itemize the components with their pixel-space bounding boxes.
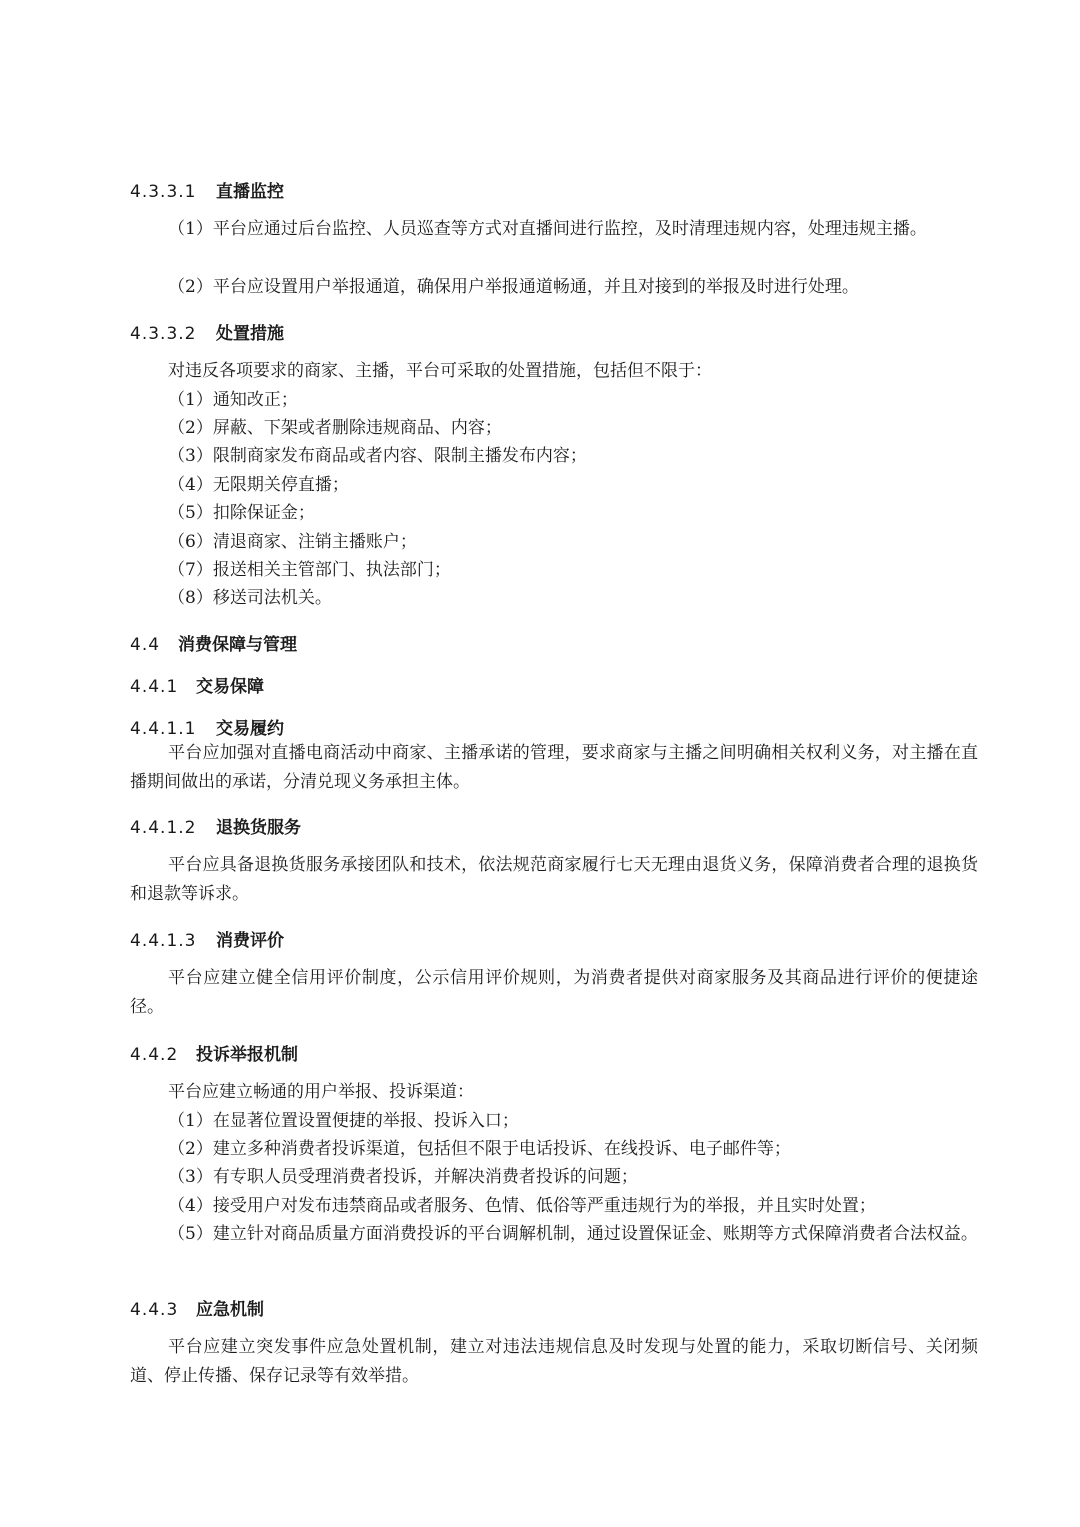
section-title: 消费评价 <box>216 931 284 951</box>
section-heading-4-4-1-2 <box>130 813 301 838</box>
section-title: 交易保障 <box>196 677 264 697</box>
list-item: （8）移送司法机关。 <box>168 588 332 608</box>
list-item: （4）无限期关停直播； <box>168 475 349 495</box>
section-title: 处置措施 <box>216 324 284 344</box>
section-number: 4.4 <box>130 635 161 655</box>
list-item: （5）扣除保证金； <box>168 503 315 523</box>
section-title: 投诉举报机制 <box>196 1045 298 1065</box>
paragraph-fulfillment: 平台应加强对直播电商活动中商家、主播承诺的管理，要求商家与主播之间明确相关权利义务，对主播在直播期间做出的承诺，分清兑现义务承担主体。 <box>130 743 978 792</box>
list-item: （3）有专职人员受理消费者投诉，并解决消费者投诉的问题； <box>168 1167 638 1187</box>
section-heading-4-3-3-1 <box>130 177 284 202</box>
section-heading-4-4-1-3 <box>130 926 284 951</box>
section-heading-4-4-1 <box>130 672 264 697</box>
section-number: 4.3.3.1 <box>130 182 197 202</box>
section-heading-4-3-3-2 <box>130 319 284 344</box>
section-title: 消费保障与管理 <box>178 635 297 655</box>
section-number: 4.4.1 <box>130 677 179 697</box>
section-heading-4-4 <box>130 630 297 655</box>
section-number: 4.4.3 <box>130 1300 179 1320</box>
section-heading-4-4-2 <box>130 1040 298 1065</box>
paragraph-monitor-2: （2）平台应设置用户举报通道，确保用户举报通道畅通，并且对接到的举报及时进行处理。 <box>168 277 859 297</box>
list-item: （3）限制商家发布商品或者内容、限制主播发布内容； <box>168 446 587 466</box>
section-title: 直播监控 <box>216 182 284 202</box>
section-number: 4.4.2 <box>130 1045 179 1065</box>
section-number: 4.3.3.2 <box>130 324 197 344</box>
paragraph-monitor-1: （1）平台应通过后台监控、人员巡查等方式对直播间进行监控，及时清理违规内容，处理违规主播。 <box>168 219 927 239</box>
paragraph-returns: 平台应具备退换货服务承接团队和技术，依法规范商家履行七天无理由退货义务，保障消费者合理的退换货和退款等诉求。 <box>130 855 978 904</box>
section-heading-4-4-1-1 <box>130 714 284 739</box>
section-number: 4.4.1.3 <box>130 931 197 951</box>
section-number: 4.4.1.2 <box>130 818 197 838</box>
list-item: （6）清退商家、注销主播账户； <box>168 532 417 552</box>
list-item: （2）屏蔽、下架或者删除违规商品、内容； <box>168 418 502 438</box>
section-title: 退换货服务 <box>216 818 301 838</box>
paragraph-evaluation: 平台应建立健全信用评价制度，公示信用评价规则，为消费者提供对商家服务及其商品进行评价的便捷途径。 <box>130 968 978 1017</box>
list-item: （2）建立多种消费者投诉渠道，包括但不限于电话投诉、在线投诉、电子邮件等； <box>168 1139 791 1159</box>
measures-intro: 对违反各项要求的商家、主播，平台可采取的处置措施，包括但不限于： <box>168 361 712 381</box>
section-heading-4-4-3 <box>130 1295 264 1320</box>
list-item: （1）在显著位置设置便捷的举报、投诉入口； <box>168 1111 519 1131</box>
list-item: （7）报送相关主管部门、执法部门； <box>168 560 451 580</box>
list-item: （5）建立针对商品质量方面消费投诉的平台调解机制，通过设置保证金、账期等方式保障消费者合法权益。 <box>168 1224 978 1244</box>
paragraph-emergency: 平台应建立突发事件应急处置机制，建立对违法违规信息及时发现与处置的能力，采取切断信号、关闭频道、停止传播、保存记录等有效举措。 <box>130 1337 978 1386</box>
section-title: 应急机制 <box>196 1300 264 1320</box>
complaint-intro: 平台应建立畅通的用户举报、投诉渠道： <box>168 1082 474 1102</box>
section-title: 交易履约 <box>216 719 284 739</box>
list-item: （4）接受用户对发布违禁商品或者服务、色情、低俗等严重违规行为的举报，并且实时处置； <box>168 1196 876 1216</box>
section-number: 4.4.1.1 <box>130 719 197 739</box>
list-item: （1）通知改正； <box>168 390 298 410</box>
